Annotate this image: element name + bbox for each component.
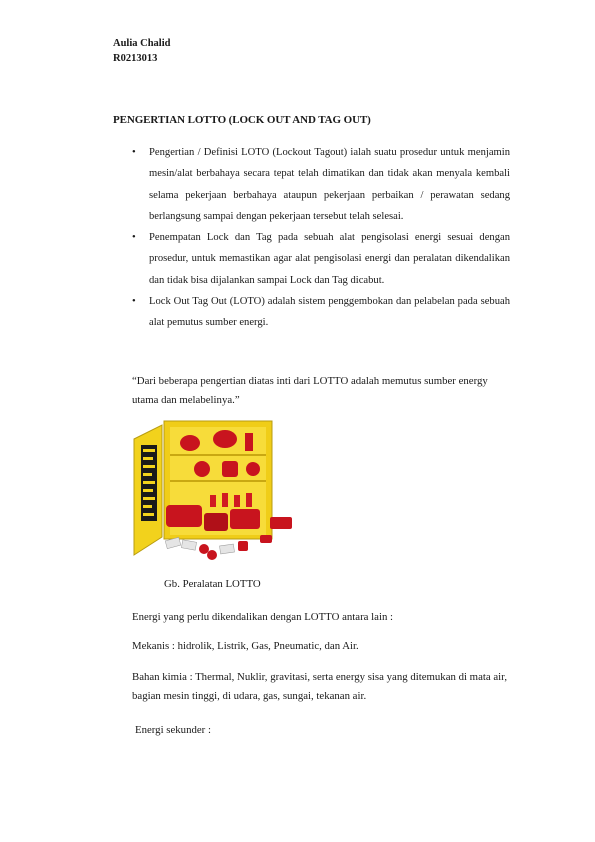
list-item-text: Pengertian / Definisi LOTO (Lockout Tagout) ialah suatu prosedur untuk menjamin mesin/alat berbahaya secara tepat telah dimatikan dan tidak akan menyala kembali selama pekerjaan berbahaya ataupun pekerjaan perbaikan / perawatan sedang berlangsung sampai dengan pekerjaan tersebut telah selesai. [149,147,510,222]
author-id: R0213013 [113,53,158,64]
bullet-icon: • [132,232,136,244]
list-item [113,142,510,227]
bullet-icon: • [132,296,136,308]
list-item-text: Lock Out Tag Out (LOTO) adalah sistem penggembokan dan pelabelan pada sebuah alat pemutus sumber energi. [149,296,510,329]
list-item [113,227,510,291]
definition-list [113,142,510,334]
author-name: Aulia Chalid [113,38,171,49]
mekanis-paragraph: Mekanis : hidrolik, Listrik, Gas, Pneumatic, dan Air. [132,640,359,652]
list-item-text: Penempatan Lock dan Tag pada sebuah alat pengisolasi energi sesuai dengan prosedur, untuk memastikan agar alat pengisolasi energi dan peralatan dikendalikan dan tidak bisa dijalankan sampai Lock dan Tag dicabut. [149,232,510,286]
energi-sekunder-paragraph: Energi sekunder : [135,724,211,736]
energy-intro: Energi yang perlu dikendalikan dengan LOTTO antara lain : [132,611,394,623]
list-item [113,291,510,334]
figure-caption: Gb. Peralatan LOTTO [164,578,261,590]
bullet-icon: • [132,147,136,158]
bahan-kimia-paragraph: Bahan kimia : Thermal, Nuklir, gravitasi, serta energy sisa yang ditemukan di mata air, bagian mesin tinggi, di udara, gas, sungai, tekanan air. [132,671,508,702]
quote-paragraph: “Dari beberapa pengertian diatas inti dari LOTTO adalah memutus sumber energy utama dan melabelinya.” [132,375,488,406]
section-title: PENGERTIAN LOTTO (LOCK OUT AND TAG OUT) [113,114,371,126]
author-block [113,36,170,66]
loto-equipment-image [130,417,300,579]
